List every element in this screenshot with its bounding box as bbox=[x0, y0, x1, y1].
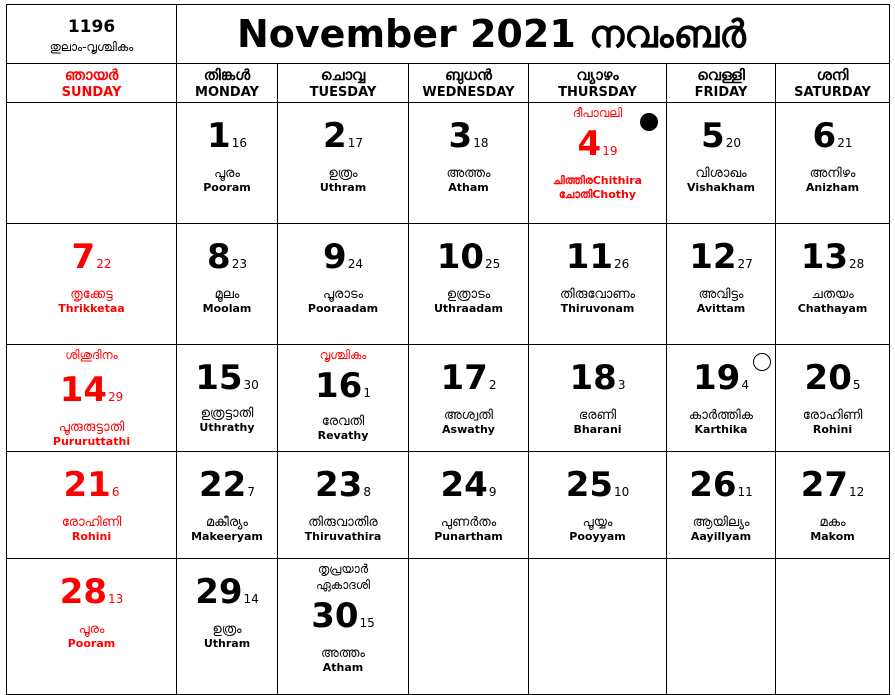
weekday-en: FRIDAY bbox=[694, 85, 748, 100]
era-year: 1196 bbox=[67, 16, 116, 37]
day-cell-13[interactable] bbox=[776, 224, 890, 345]
star-ml: ഉത്രാടം bbox=[446, 287, 491, 302]
weekday-header-friday bbox=[667, 64, 776, 103]
day-cell-14[interactable] bbox=[7, 345, 177, 452]
ml-day-number: 16 bbox=[231, 136, 247, 150]
day-number: 520 bbox=[701, 116, 741, 156]
day-number: 2813 bbox=[59, 572, 124, 612]
star-ml: മകീര്യം bbox=[206, 515, 248, 530]
weekday-en: MONDAY bbox=[195, 85, 259, 100]
weekday-ml: ഞായർ bbox=[64, 66, 119, 84]
weekday-header-wednesday bbox=[409, 64, 529, 103]
ml-day-number: 29 bbox=[108, 390, 124, 404]
star-en: Pururuttathi bbox=[52, 435, 131, 448]
star-ml: രോഹിണി bbox=[802, 408, 863, 423]
weekday-ml: ശനി bbox=[816, 66, 849, 84]
day-number: 823 bbox=[207, 237, 247, 277]
day-number: 183 bbox=[569, 358, 626, 398]
ml-day-number: 19 bbox=[602, 144, 618, 158]
empty-day-cell bbox=[7, 103, 177, 224]
star-ml: പുണർതം bbox=[440, 515, 497, 530]
day-number: 161 bbox=[315, 366, 371, 406]
day-cell-28[interactable] bbox=[7, 559, 177, 695]
star-en: Chathayam bbox=[797, 302, 868, 315]
day-cell-20[interactable] bbox=[776, 345, 890, 452]
day-cell-25[interactable] bbox=[529, 452, 667, 559]
ml-day-number: 4 bbox=[741, 378, 749, 392]
star-en: Pooraadam bbox=[307, 302, 379, 315]
day-cell-17[interactable] bbox=[409, 345, 529, 452]
day-number: 205 bbox=[804, 358, 861, 398]
festival-label: തൃപ്രയാർ ഏകാദശി bbox=[316, 562, 370, 592]
ml-day-number: 7 bbox=[247, 485, 255, 499]
ml-day-number: 5 bbox=[852, 378, 861, 392]
star-en: Rohini bbox=[71, 530, 112, 543]
day-cell-16[interactable] bbox=[278, 345, 409, 452]
ml-day-number: 11 bbox=[737, 485, 753, 499]
day-cell-8[interactable] bbox=[177, 224, 278, 345]
ml-day-number: 9 bbox=[488, 485, 497, 499]
star-en: Pooram bbox=[203, 181, 251, 194]
day-number: 1227 bbox=[689, 237, 753, 277]
day-number: 318 bbox=[448, 116, 489, 156]
day-cell-18[interactable] bbox=[529, 345, 667, 452]
ml-day-number: 6 bbox=[111, 485, 120, 499]
day-number: 2611 bbox=[689, 465, 753, 505]
star-en: Atham bbox=[448, 181, 489, 194]
star-ml: ആയില്യം bbox=[692, 515, 750, 530]
day-number: 924 bbox=[323, 237, 363, 277]
day-number: 216 bbox=[63, 465, 120, 505]
new-moon-icon bbox=[753, 353, 771, 371]
star-en: Uthraadam bbox=[433, 302, 504, 315]
star-en: Thiruvonam bbox=[560, 302, 635, 315]
star-en: Makeeryam bbox=[191, 530, 263, 543]
day-number: 1025 bbox=[436, 237, 501, 277]
star-ml: മൂലം bbox=[214, 287, 240, 302]
day-cell-21[interactable] bbox=[7, 452, 177, 559]
festival-label: ദീപാവലി bbox=[572, 106, 623, 120]
star-ml: അത്തം bbox=[321, 646, 365, 661]
day-cell-9[interactable] bbox=[278, 224, 409, 345]
star-ml: തൃക്കേട്ട bbox=[70, 287, 113, 302]
ml-day-number: 14 bbox=[243, 592, 259, 606]
ml-day-number: 18 bbox=[473, 136, 489, 150]
ml-day-number: 23 bbox=[231, 257, 247, 271]
star-en: Aswathy bbox=[442, 423, 495, 436]
day-cell-5[interactable] bbox=[667, 103, 776, 224]
star-ml: പൂയ്യം bbox=[582, 515, 613, 530]
weekday-ml: തിങ്കൾ bbox=[203, 66, 251, 84]
weekday-en: THURSDAY bbox=[558, 85, 637, 100]
star-en: Uthrathy bbox=[199, 421, 255, 434]
weekday-header-saturday bbox=[776, 64, 890, 103]
star-ml: അനിഴം bbox=[809, 166, 856, 181]
star-ml: ഉത്രം bbox=[328, 166, 358, 181]
day-cell-15[interactable] bbox=[177, 345, 278, 452]
day-cell-24[interactable] bbox=[409, 452, 529, 559]
day-number: 249 bbox=[440, 465, 497, 505]
star-ml: പൂരാടം bbox=[322, 287, 364, 302]
star-ml: കാർത്തിക bbox=[688, 408, 754, 423]
star-ml: പൂരം bbox=[214, 166, 240, 181]
star-ml: അവിട്ടം bbox=[698, 287, 744, 302]
star-ml: ചതയം bbox=[811, 287, 854, 302]
empty-day-cell bbox=[409, 559, 529, 695]
star-en: Thrikketaa bbox=[58, 302, 125, 315]
weekday-ml: ബുധൻ bbox=[445, 66, 492, 84]
star-en: Bharani bbox=[573, 423, 622, 436]
star-en: Moolam bbox=[202, 302, 252, 315]
day-cell-2[interactable] bbox=[278, 103, 409, 224]
day-cell-19[interactable] bbox=[667, 345, 776, 452]
weekday-header-thursday bbox=[529, 64, 667, 103]
day-number: 3015 bbox=[311, 596, 375, 636]
ml-day-number: 12 bbox=[849, 485, 865, 499]
star-ml: ഉത്രട്ടാതി bbox=[200, 406, 254, 421]
day-cell-7[interactable] bbox=[7, 224, 177, 345]
star-ml: രേവതി bbox=[321, 414, 365, 429]
ml-day-number: 20 bbox=[725, 136, 741, 150]
day-cell-30[interactable] bbox=[278, 559, 409, 695]
day-number: 217 bbox=[323, 116, 363, 156]
star-ml: തിരുവോണം bbox=[559, 287, 636, 302]
star-en: Karthika bbox=[694, 423, 748, 436]
star-en: Uthram bbox=[319, 181, 367, 194]
star-en: ചോതിChothy bbox=[558, 188, 637, 201]
star-ml: അത്തം bbox=[446, 166, 491, 181]
star-ml: പൂരുരുട്ടാതി bbox=[58, 420, 125, 435]
star-en: Vishakham bbox=[687, 181, 755, 194]
star-ml: അശ്വതി bbox=[444, 408, 493, 423]
weekday-header-tuesday bbox=[278, 64, 409, 103]
day-number: 2914 bbox=[195, 572, 259, 612]
weekday-en: TUESDAY bbox=[309, 85, 377, 100]
star-ml: തിരുവാതിര bbox=[308, 515, 378, 530]
day-cell-27[interactable] bbox=[776, 452, 890, 559]
festival-label: ശിശുദിനം bbox=[65, 348, 118, 362]
festival-label: വൃശ്ചികം bbox=[319, 348, 367, 362]
ml-day-number: 2 bbox=[488, 378, 497, 392]
ml-day-number: 17 bbox=[347, 136, 363, 150]
star-en: Makom bbox=[810, 530, 855, 543]
ml-day-number: 26 bbox=[614, 257, 630, 271]
day-number: 621 bbox=[812, 116, 853, 156]
star-en: Thiruvathira bbox=[304, 530, 382, 543]
star-ml: ഉത്രം bbox=[212, 622, 242, 637]
star-ml: വിശാഖം bbox=[695, 166, 747, 181]
star-ml: ചിത്തിരChithira bbox=[552, 174, 643, 187]
day-cell-11[interactable] bbox=[529, 224, 667, 345]
ml-day-number: 22 bbox=[96, 257, 112, 271]
day-number: 172 bbox=[440, 358, 497, 398]
weekday-en: SATURDAY bbox=[794, 85, 871, 100]
page-title: November 2021 നവംബർ bbox=[177, 5, 890, 64]
weekday-en: SUNDAY bbox=[61, 85, 122, 100]
ml-day-number: 27 bbox=[737, 257, 753, 271]
star-en: Aayillyam bbox=[690, 530, 752, 543]
ml-day-number: 8 bbox=[363, 485, 371, 499]
weekday-ml: വ്യാഴം bbox=[576, 66, 619, 84]
weekday-ml: ചൊവ്വ bbox=[320, 66, 366, 84]
ml-day-number: 21 bbox=[837, 136, 853, 150]
day-cell-22[interactable] bbox=[177, 452, 278, 559]
weekday-header-monday bbox=[177, 64, 278, 103]
ml-day-number: 24 bbox=[347, 257, 363, 271]
day-number: 1126 bbox=[565, 237, 630, 277]
day-number: 1429 bbox=[59, 370, 124, 410]
star-ml: ഭരണി bbox=[578, 408, 617, 423]
ml-day-number: 28 bbox=[849, 257, 865, 271]
star-ml: രോഹിണി bbox=[61, 515, 122, 530]
ml-day-number: 25 bbox=[485, 257, 501, 271]
star-en: Uthram bbox=[203, 637, 251, 650]
ml-day-number: 10 bbox=[614, 485, 630, 499]
day-cell-1[interactable] bbox=[177, 103, 278, 224]
star-en: Atham bbox=[322, 661, 364, 674]
star-en: Revathy bbox=[317, 429, 369, 442]
weekday-ml: വെള്ളി bbox=[697, 66, 745, 84]
day-cell-4[interactable] bbox=[529, 103, 667, 224]
day-cell-26[interactable] bbox=[667, 452, 776, 559]
era-year-cell bbox=[7, 5, 177, 64]
day-number: 419 bbox=[577, 124, 618, 164]
era-months: തുലാം-വൃശ്ചികം bbox=[49, 39, 134, 54]
empty-day-cell bbox=[529, 559, 667, 695]
day-cell-29[interactable] bbox=[177, 559, 278, 695]
star-en: Avittam bbox=[696, 302, 746, 315]
full-moon-icon bbox=[640, 113, 658, 131]
star-en: Anizham bbox=[805, 181, 860, 194]
star-en: Pooyyam bbox=[569, 530, 626, 543]
day-cell-10[interactable] bbox=[409, 224, 529, 345]
star-ml: മകം bbox=[819, 515, 846, 530]
star-en: Rohini bbox=[812, 423, 853, 436]
empty-day-cell bbox=[667, 559, 776, 695]
weekday-header-sunday bbox=[7, 64, 177, 103]
day-number: 1328 bbox=[800, 237, 865, 277]
star-en: Pooram bbox=[67, 637, 116, 650]
ml-day-number: 15 bbox=[359, 616, 375, 630]
empty-day-cell bbox=[776, 559, 890, 695]
day-number: 1530 bbox=[195, 358, 259, 398]
ml-day-number: 13 bbox=[108, 592, 124, 606]
day-number: 2712 bbox=[800, 465, 865, 505]
day-number: 2510 bbox=[565, 465, 630, 505]
day-cell-6[interactable] bbox=[776, 103, 890, 224]
day-number: 227 bbox=[199, 465, 255, 505]
ml-day-number: 30 bbox=[243, 378, 259, 392]
day-cell-23[interactable] bbox=[278, 452, 409, 559]
star-en: Punartham bbox=[434, 530, 503, 543]
day-number: 194 bbox=[693, 358, 749, 398]
day-cell-12[interactable] bbox=[667, 224, 776, 345]
ml-day-number: 3 bbox=[617, 378, 626, 392]
star-ml: പൂരം bbox=[78, 622, 105, 637]
day-number: 722 bbox=[71, 237, 112, 277]
calendar-grid bbox=[6, 4, 890, 695]
weekday-en: WEDNESDAY bbox=[422, 85, 515, 100]
day-cell-3[interactable] bbox=[409, 103, 529, 224]
day-number: 238 bbox=[315, 465, 371, 505]
ml-day-number: 1 bbox=[363, 386, 371, 400]
day-number: 116 bbox=[207, 116, 247, 156]
